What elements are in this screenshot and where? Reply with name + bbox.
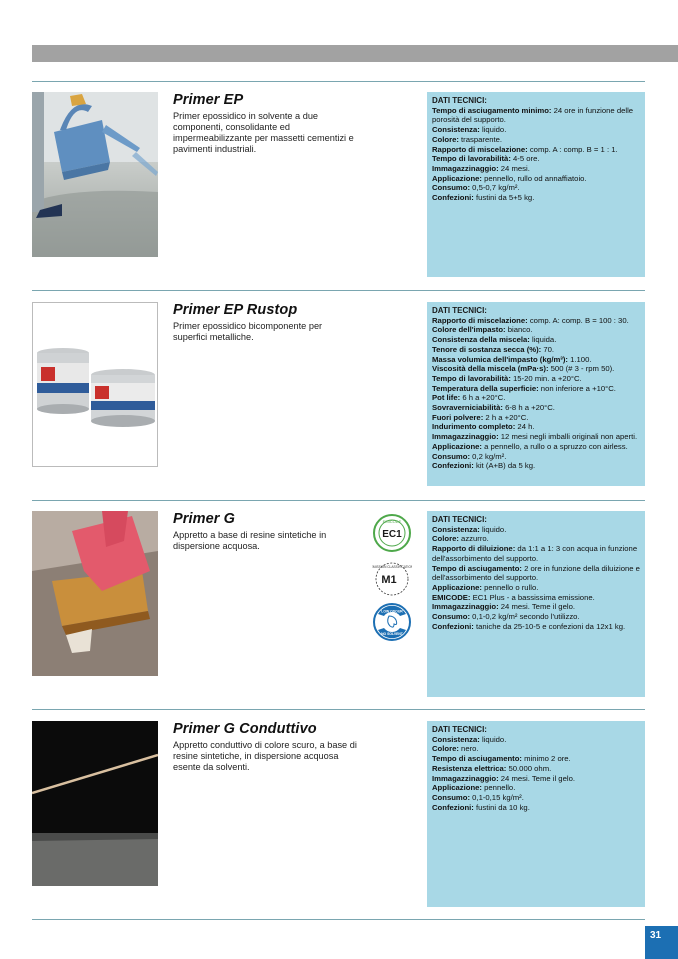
technical-data-box xyxy=(427,511,645,697)
m1-emission-badge xyxy=(372,559,412,599)
spec-row: Colore: trasparente. xyxy=(432,134,503,144)
spec-row: Consumo: 0,5-0,7 kg/m². xyxy=(432,183,520,193)
spec-row: Temperatura della superficie: non inferiore a +10°C. xyxy=(432,383,616,393)
spec-row: Confezioni: taniche da 25-10-5 e confezioni da 12x1 kg. xyxy=(432,621,626,631)
divider-3 xyxy=(32,500,645,501)
header-bar xyxy=(32,45,678,62)
spec-row: Tenore di sostanza secca (%): 70. xyxy=(432,344,555,354)
ec1-plus-badge xyxy=(372,513,412,553)
technical-data-box xyxy=(427,302,645,486)
ec1-ring-label: EMICODE xyxy=(382,519,402,524)
divider-4 xyxy=(32,709,645,710)
spec-row: Applicazione: a pennello, a rullo o a spruzzo con airless. xyxy=(432,441,628,451)
product-photo-watering-can xyxy=(32,92,158,257)
spec-row: Immagazzinaggio: 24 mesi. Teme il gelo. xyxy=(432,773,575,783)
spec-row: Rapporto di miscelazione: comp. A : comp. B = 1 : 1. xyxy=(432,144,618,154)
spec-row: Tempo di asciugamento: 2 ore in funzione della diluizione e dell'assorbimento del supporto. xyxy=(432,563,640,583)
product-description xyxy=(173,302,358,343)
product-photo-conductive xyxy=(32,721,158,886)
spec-row: Applicazione: pennello, rullo od annaffiatoio. xyxy=(432,173,587,183)
spec-row: Consumo: 0,2 kg/m². xyxy=(432,451,507,461)
spec-row: Consistenza: liquido. xyxy=(432,524,507,534)
spec-row: Viscosità della miscela (mPa·s): 500 (# 3 - rpm 50). xyxy=(432,364,615,374)
page-number: 31 xyxy=(645,926,678,959)
no-solvent-label: NO SOLVENT xyxy=(381,632,403,636)
product-name: Primer EP Rustop xyxy=(173,302,298,318)
product-summary: Primer epossidico bicomponente per superfici metalliche. xyxy=(173,321,323,342)
low-odour-badge xyxy=(372,602,412,642)
specs-heading: DATI TECNICI: xyxy=(432,306,487,315)
spec-row: Tempo di asciugamento: minimo 2 ore. xyxy=(432,754,571,764)
spec-row: Colore dell'impasto: bianco. xyxy=(432,325,533,335)
spec-row: Consumo: 0,1-0,15 kg/m². xyxy=(432,792,524,802)
spec-row: Immagazzinaggio: 24 mesi. Teme il gelo. xyxy=(432,602,575,612)
specs-heading: DATI TECNICI: xyxy=(432,515,487,524)
spec-row: Tempo di lavorabilità: 4-5 ore. xyxy=(432,154,540,164)
spec-row: Immagazzinaggio: 12 mesi negli imballi originali non aperti. xyxy=(432,432,638,442)
spec-row: Colore: nero. xyxy=(432,744,479,754)
spec-row: Confezioni: fustini da 10 kg. xyxy=(432,802,530,812)
product-description xyxy=(173,721,358,773)
product-summary: Appretto a base di resine sintetiche in dispersione acquosa. xyxy=(173,530,327,551)
spec-row: Confezioni: fustini da 5+5 kg. xyxy=(432,193,535,203)
spec-row: Sovraverniciabilità: 6-8 h a +20°C. xyxy=(432,403,555,413)
spec-row: Fuori polvere: 2 h a +20°C. xyxy=(432,412,529,422)
divider-1 xyxy=(32,81,645,82)
divider-2 xyxy=(32,290,645,291)
specs-heading: DATI TECNICI: xyxy=(432,96,487,105)
spec-row: Indurimento completo: 24 h. xyxy=(432,422,535,432)
spec-row: Rapporto di miscelazione: comp. A: comp. B = 100 : 30. xyxy=(432,315,629,325)
product-name: Primer EP xyxy=(173,92,244,108)
low-odour-label: LOW ODOUR xyxy=(381,609,403,614)
product-photo-brush xyxy=(32,511,158,676)
spec-row: Tempo di asciugamento minimo: 24 ore in funzione delle porosità del supporto. xyxy=(432,105,634,125)
product-description xyxy=(173,92,358,155)
technical-data-box xyxy=(427,92,645,277)
spec-row: Pot life: 6 h a +20°C. xyxy=(432,393,506,403)
product-name: Primer G Conduttivo xyxy=(173,721,317,737)
product-summary: Appretto conduttivo di colore scuro, a base di resine sintetiche, in dispersione acquosa esente da solventi. xyxy=(173,740,357,772)
spec-row: Applicazione: pennello o rullo. xyxy=(432,582,539,592)
spec-row: Tempo di lavorabilità: 15-20 min. a +20°C. xyxy=(432,373,582,383)
spec-row: Massa volumica dell'impasto (kg/m³): 1.100. xyxy=(432,354,592,364)
spec-row: Resistenza elettrica: 50.000 ohm. xyxy=(432,763,552,773)
m1-label: M1 xyxy=(381,574,397,586)
spec-row: Consistenza: liquido. xyxy=(432,125,507,135)
product-name: Primer G xyxy=(173,511,236,527)
spec-row: Colore: azzurro. xyxy=(432,534,489,544)
technical-data-box xyxy=(427,721,645,907)
spec-row: EMICODE: EC1 Plus - a bassissima emissione. xyxy=(432,592,595,602)
product-photo-cans xyxy=(32,302,158,467)
spec-row: Confezioni: kit (A+B) da 5 kg. xyxy=(432,461,536,471)
spec-row: Rapporto di diluizione: da 1:1 a 1: 3 con acqua in funzione dell'assorbimento del supporto. xyxy=(432,544,638,563)
spec-row: Immagazzinaggio: 24 mesi. xyxy=(432,163,530,173)
spec-row: Consistenza della miscela: liquida. xyxy=(432,335,557,345)
spec-row: Applicazione: pennello. xyxy=(432,783,516,793)
spec-row: Consumo: 0,1-0,2 kg/m² secondo l'utilizzo. xyxy=(432,612,580,622)
spec-row: Consistenza: liquido. xyxy=(432,734,507,744)
product-summary: Primer epossidico in solvente a due componenti, consolidante ed impermeabilizzante per massetti cementizi e pavimenti industriali. xyxy=(173,111,354,154)
product-description xyxy=(173,511,358,552)
ec1-label: EC1 xyxy=(382,529,402,540)
specs-heading: DATI TECNICI: xyxy=(432,725,487,734)
divider-5 xyxy=(32,919,645,920)
m1-ring-label: EMISSION CLASSIFICATION xyxy=(372,565,412,569)
